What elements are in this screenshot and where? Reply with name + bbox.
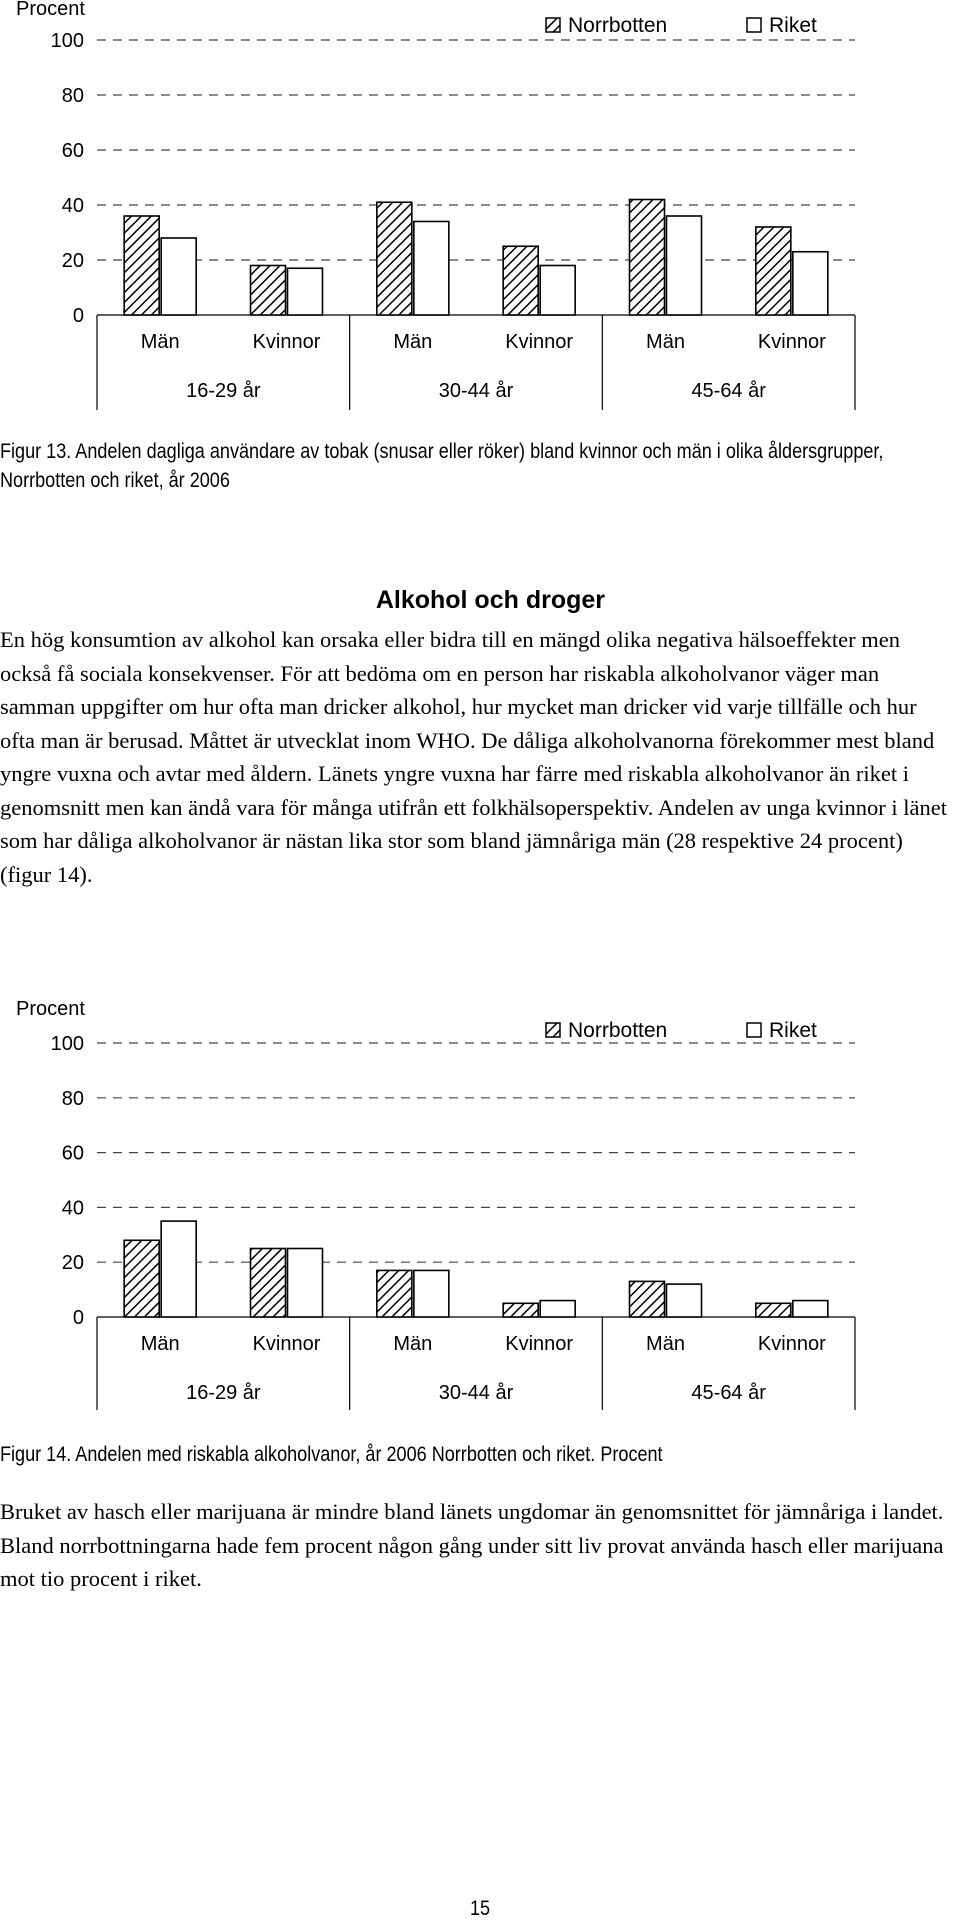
legend-label-norrbotten: Norrbotten (568, 14, 668, 37)
bar-norrbotten (503, 1303, 538, 1317)
y-tick-label: 40 (61, 1197, 84, 1220)
y-tick-label: 20 (61, 250, 84, 272)
x-category-label: Kvinnor (252, 331, 321, 353)
bar-riket (793, 252, 828, 315)
x-category-label: Kvinnor (757, 1333, 826, 1355)
bar-norrbotten (251, 266, 286, 316)
bar-riket (540, 266, 575, 316)
bar-riket (414, 1270, 449, 1317)
x-category-label: Män (140, 1333, 180, 1355)
x-group-label: 16-29 år (186, 1382, 261, 1404)
legend-label-norrbotten: Norrbotten (568, 1019, 668, 1042)
bar-norrbotten (756, 1303, 791, 1317)
paragraph-hash: Bruket av hasch eller marijuana är mindre bland länets ungdomar än genomsnittet för jämnåriga i landet. Bland norrbottningarna hade fem procent någon gång under sitt liv provat använda hasch eller marijuana mot tio procent i riket. (0, 1499, 944, 1591)
bar-norrbotten (630, 1281, 665, 1317)
chart-tobacco-svg (0, 0, 960, 410)
legend-label-riket: Riket (769, 14, 817, 37)
bar-riket (414, 222, 449, 316)
bar-riket (288, 1249, 323, 1318)
bar-riket (793, 1301, 828, 1317)
bar-riket (161, 238, 196, 315)
y-axis-label: Procent (16, 0, 85, 20)
y-axis-label: Procent (16, 998, 85, 1020)
x-group-label: 45-64 år (691, 380, 766, 402)
x-category-label: Män (646, 331, 685, 353)
x-group-label: 45-64 år (691, 1382, 766, 1404)
x-category-label: Män (646, 1333, 685, 1355)
x-category-label: Män (140, 331, 180, 353)
legend-swatch-riket (747, 18, 761, 32)
bar-norrbotten (756, 227, 791, 315)
bar-norrbotten (503, 246, 538, 315)
page-number: 15 (469, 1897, 491, 1920)
bar-norrbotten (630, 200, 665, 316)
chart-tobacco (0, 0, 960, 410)
bar-norrbotten (377, 1270, 412, 1317)
bar-norrbotten (124, 1240, 159, 1317)
y-tick-label: 60 (61, 1142, 84, 1165)
bar-riket (667, 1284, 702, 1317)
x-group-label: 30-44 år (438, 380, 514, 402)
x-category-label: Kvinnor (505, 331, 574, 353)
x-category-label: Män (393, 1333, 433, 1355)
y-tick-label: 100 (50, 30, 84, 52)
y-tick-label: 40 (61, 195, 84, 217)
chart-alcohol-svg (0, 995, 960, 1410)
x-category-label: Kvinnor (757, 331, 826, 353)
bar-riket (540, 1301, 575, 1317)
figure-13-caption: Figur 13. Andelen dagliga användare av tobak (snusar eller röker) bland kvinnor och män i olika åldersgrupper, Norrbotten och riket, år 2006 (0, 440, 884, 492)
y-tick-label: 80 (61, 85, 84, 107)
bar-riket (161, 1221, 196, 1317)
bar-riket (667, 216, 702, 315)
figure-14-caption: Figur 14. Andelen med riskabla alkoholvanor, år 2006 Norrbotten och riket. Procent (0, 1443, 663, 1466)
chart-alcohol (0, 995, 960, 1410)
y-tick-label: 60 (61, 140, 84, 162)
x-group-label: 30-44 år (438, 1382, 514, 1404)
legend-swatch-norrbotten (546, 18, 560, 32)
x-group-label: 16-29 år (186, 380, 261, 402)
bar-riket (288, 268, 323, 315)
y-tick-label: 100 (50, 1033, 84, 1055)
paragraph-alcohol: En hög konsumtion av alkohol kan orsaka eller bidra till en mängd olika negativa hälsoeffekter men också få sociala konsekvenser. För att bedöma om en person har riskabla alkoholvanor väger man samman uppgifter om hur ofta man dricker alkohol, hur mycket man dricker vid varje tillfälle och hur ofta man är berusad. Måttet är utvecklat inom WHO. De dåliga alkoholvanorna förekommer mest bland yngre vuxna och avtar med åldern. Länets yngre vuxna har färre med riskabla alkoholvanor än riket i genomsnitt men kan ändå vara för många utifrån ett folkhälsoperspektiv. Andelen av unga kvinnor i länet som har dåliga alkoholvanor är nästan lika stor som bland jämnåriga män (28 respektive 24 procent)(figur 14). (0, 627, 948, 887)
y-tick-label: 80 (61, 1087, 84, 1110)
x-category-label: Män (393, 331, 433, 353)
bar-norrbotten (377, 202, 412, 315)
bar-norrbotten (251, 1249, 286, 1318)
x-category-label: Kvinnor (505, 1333, 574, 1355)
legend-swatch-norrbotten (546, 1023, 560, 1037)
legend-label-riket: Riket (769, 1019, 817, 1042)
x-category-label: Kvinnor (252, 1333, 321, 1355)
legend-swatch-riket (747, 1023, 761, 1037)
bar-norrbotten (124, 216, 159, 315)
y-tick-label: 0 (72, 1307, 84, 1329)
section-heading: Alkohol och droger (375, 586, 605, 614)
y-tick-label: 20 (61, 1252, 84, 1275)
y-tick-label: 0 (72, 305, 84, 327)
